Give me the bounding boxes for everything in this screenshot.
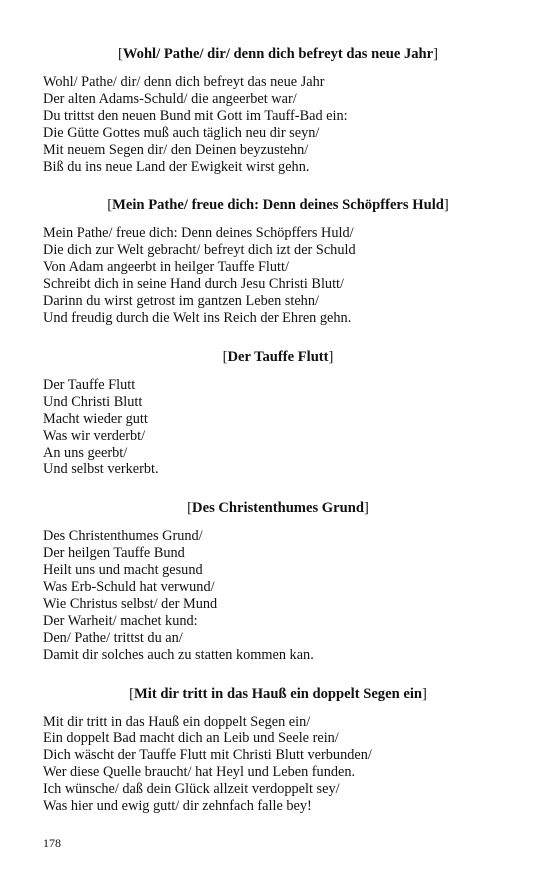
poem-4 xyxy=(43,498,513,663)
poem-title-text: Mein Pathe/ freue dich: Denn deines Schöpffers Huld xyxy=(112,197,444,214)
poem-5 xyxy=(43,684,513,815)
verse-line: Heilt uns und macht gesund xyxy=(43,562,203,579)
verse-line: Der Tauffe Flutt xyxy=(43,376,136,393)
verse-line: Dich wäscht der Tauffe Flutt mit Christi Blutt verbunden/ xyxy=(43,747,372,764)
verse-line: Ich wünsche/ daß dein Glück allzeit verdoppelt sey/ xyxy=(43,781,340,798)
poem-title xyxy=(43,347,513,367)
poem-2 xyxy=(43,195,513,326)
verse-line: Was Erb-Schuld hat verwund/ xyxy=(43,579,215,596)
close-bracket: ] xyxy=(363,500,369,517)
verse-line: An uns geerbt/ xyxy=(43,444,128,461)
verse-line: Und Christi Blutt xyxy=(43,393,143,410)
page-body xyxy=(43,44,513,815)
verse-line: Damit dir solches auch zu statten kommen kan. xyxy=(43,646,314,663)
close-bracket: ] xyxy=(433,46,439,62)
verse-line: Biß du ins neue Land der Ewigkeit wirst gehn. xyxy=(43,158,310,175)
poem-title xyxy=(43,498,513,518)
poem-title xyxy=(43,195,513,215)
verse-line: Mit dir tritt in das Hauß ein doppelt Segen ein/ xyxy=(43,713,311,730)
poem-title xyxy=(43,44,513,64)
poem-title-text: Wohl/ Pathe/ dir/ denn dich befreyt das neue Jahr xyxy=(122,46,434,62)
verse-line: Mein Pathe/ freue dich: Denn deines Schöpffers Huld/ xyxy=(43,225,354,242)
verse-line: Schreibt dich in seine Hand durch Jesu Christi Blutt/ xyxy=(43,276,344,293)
poem-3 xyxy=(43,347,513,478)
verse-line: Die Gütte Gottes muß auch täglich neu dir seyn/ xyxy=(43,124,320,141)
poem-1 xyxy=(43,44,513,175)
verse-line: Was wir verderbt/ xyxy=(43,427,146,444)
verse-line: Macht wieder gutt xyxy=(43,410,148,427)
verse-line: Wohl/ Pathe/ dir/ denn dich befreyt das neue Jahr xyxy=(43,74,325,90)
poem-title-text: Mit dir tritt in das Hauß ein doppelt Segen ein xyxy=(134,685,422,702)
poem-title-text: Der Tauffe Flutt xyxy=(227,348,329,365)
page-number: 178 xyxy=(43,836,61,850)
verse-line: Der heilgen Tauffe Bund xyxy=(43,545,185,562)
close-bracket: ] xyxy=(328,348,334,365)
verse-line: Ein doppelt Bad macht dich an Leib und Seele rein/ xyxy=(43,730,339,747)
open-bracket: [ xyxy=(187,500,193,517)
close-bracket: ] xyxy=(421,685,427,702)
verse-line: Du trittst den neuen Bund mit Gott im Tauff-Bad ein: xyxy=(43,107,348,124)
open-bracket: [ xyxy=(222,348,228,365)
open-bracket: [ xyxy=(107,197,113,214)
verse-line: Der alten Adams-Schuld/ die angeerbet war/ xyxy=(43,90,297,107)
verse-line: Darinn du wirst getrost im gantzen Leben stehn/ xyxy=(43,293,319,310)
verse-line: Mit neuem Segen dir/ den Deinen beyzustehn/ xyxy=(43,141,309,158)
close-bracket: ] xyxy=(443,197,449,214)
verse-line: Was hier und ewig gutt/ dir zehnfach falle bey! xyxy=(43,798,312,815)
verse-line: Die dich zur Welt gebracht/ befreyt dich izt der Schuld xyxy=(43,242,356,259)
poem-title xyxy=(43,684,513,704)
verse-line: Und freudig durch die Welt ins Reich der Ehren gehn. xyxy=(43,309,352,326)
poem-title-text: Des Christenthumes Grund xyxy=(192,500,364,517)
verse-line: Wie Christus selbst/ der Mund xyxy=(43,595,218,612)
verse-line: Den/ Pathe/ trittst du an/ xyxy=(43,629,183,646)
verse-line: Wer diese Quelle braucht/ hat Heyl und Leben funden. xyxy=(43,764,356,781)
verse-line: Und selbst verkerbt. xyxy=(43,461,159,478)
open-bracket: [ xyxy=(129,685,134,702)
verse-line: Des Christenthumes Grund/ xyxy=(43,528,203,545)
verse-line: Der Warheit/ machet kund: xyxy=(43,612,198,629)
open-bracket: [ xyxy=(117,46,123,62)
verse-line: Von Adam angeerbt in heilger Tauffe Flutt/ xyxy=(43,259,289,276)
